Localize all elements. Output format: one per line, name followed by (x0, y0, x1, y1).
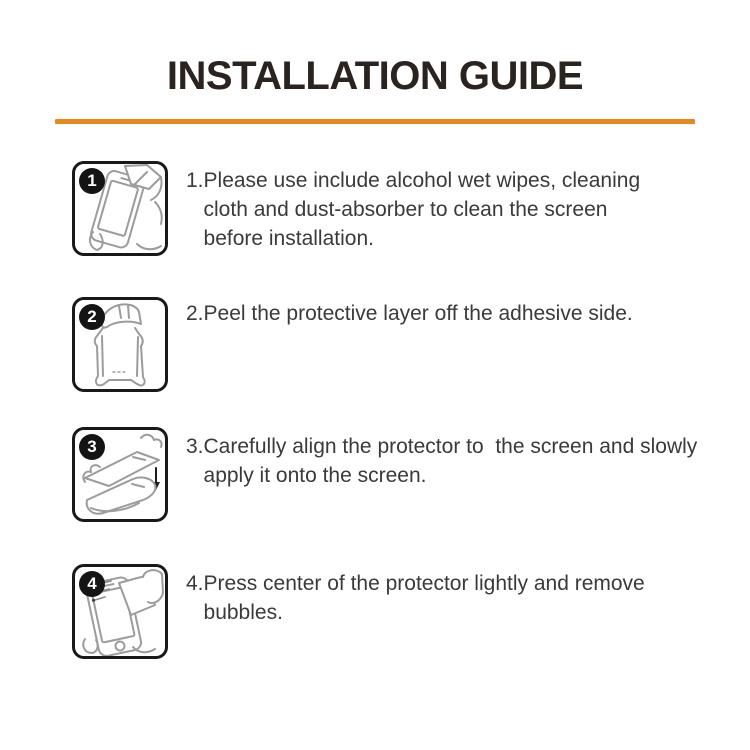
step-illustration-box (72, 161, 168, 256)
step-illustration-box (72, 564, 168, 659)
home-button-icon (115, 641, 126, 652)
step-number-badge (79, 168, 105, 194)
step-line: cloth and dust-absorber to clean the screen (203, 198, 608, 221)
step-text (186, 432, 697, 490)
step-line: Carefully align the protector to the screen and slowly (203, 435, 698, 458)
step-line: before installation. (203, 227, 374, 250)
step-illustration-box (72, 427, 168, 522)
step-line: Please use include alcohol wet wipes, cleaning (203, 169, 641, 192)
step-prefix: 4. (186, 572, 204, 595)
title-underline (55, 119, 695, 124)
step-number: 4 (87, 574, 97, 593)
step-number-badge (79, 434, 105, 460)
step-text (186, 166, 640, 253)
step-number-badge (79, 304, 105, 330)
hand-icon (102, 304, 141, 328)
step-line: Peel the protective layer off the adhesive side. (203, 302, 633, 325)
step-number: 2 (87, 307, 97, 326)
step-text (186, 569, 645, 627)
step-number: 3 (87, 437, 97, 456)
protective-film-icon (95, 328, 145, 385)
step-prefix: 1. (186, 169, 204, 192)
step-number: 1 (87, 171, 97, 190)
step-illustration-box (72, 297, 168, 392)
step-line: Press center of the protector lightly and remove (203, 572, 645, 595)
step-prefix: 3. (186, 435, 204, 458)
step-text (186, 299, 633, 328)
step-number-badge (79, 571, 105, 597)
step-prefix: 2. (186, 302, 204, 325)
page-title: INSTALLATION GUIDE (166, 54, 584, 98)
step-line: apply it onto the screen. (203, 464, 427, 487)
step-line: bubbles. (203, 601, 283, 624)
